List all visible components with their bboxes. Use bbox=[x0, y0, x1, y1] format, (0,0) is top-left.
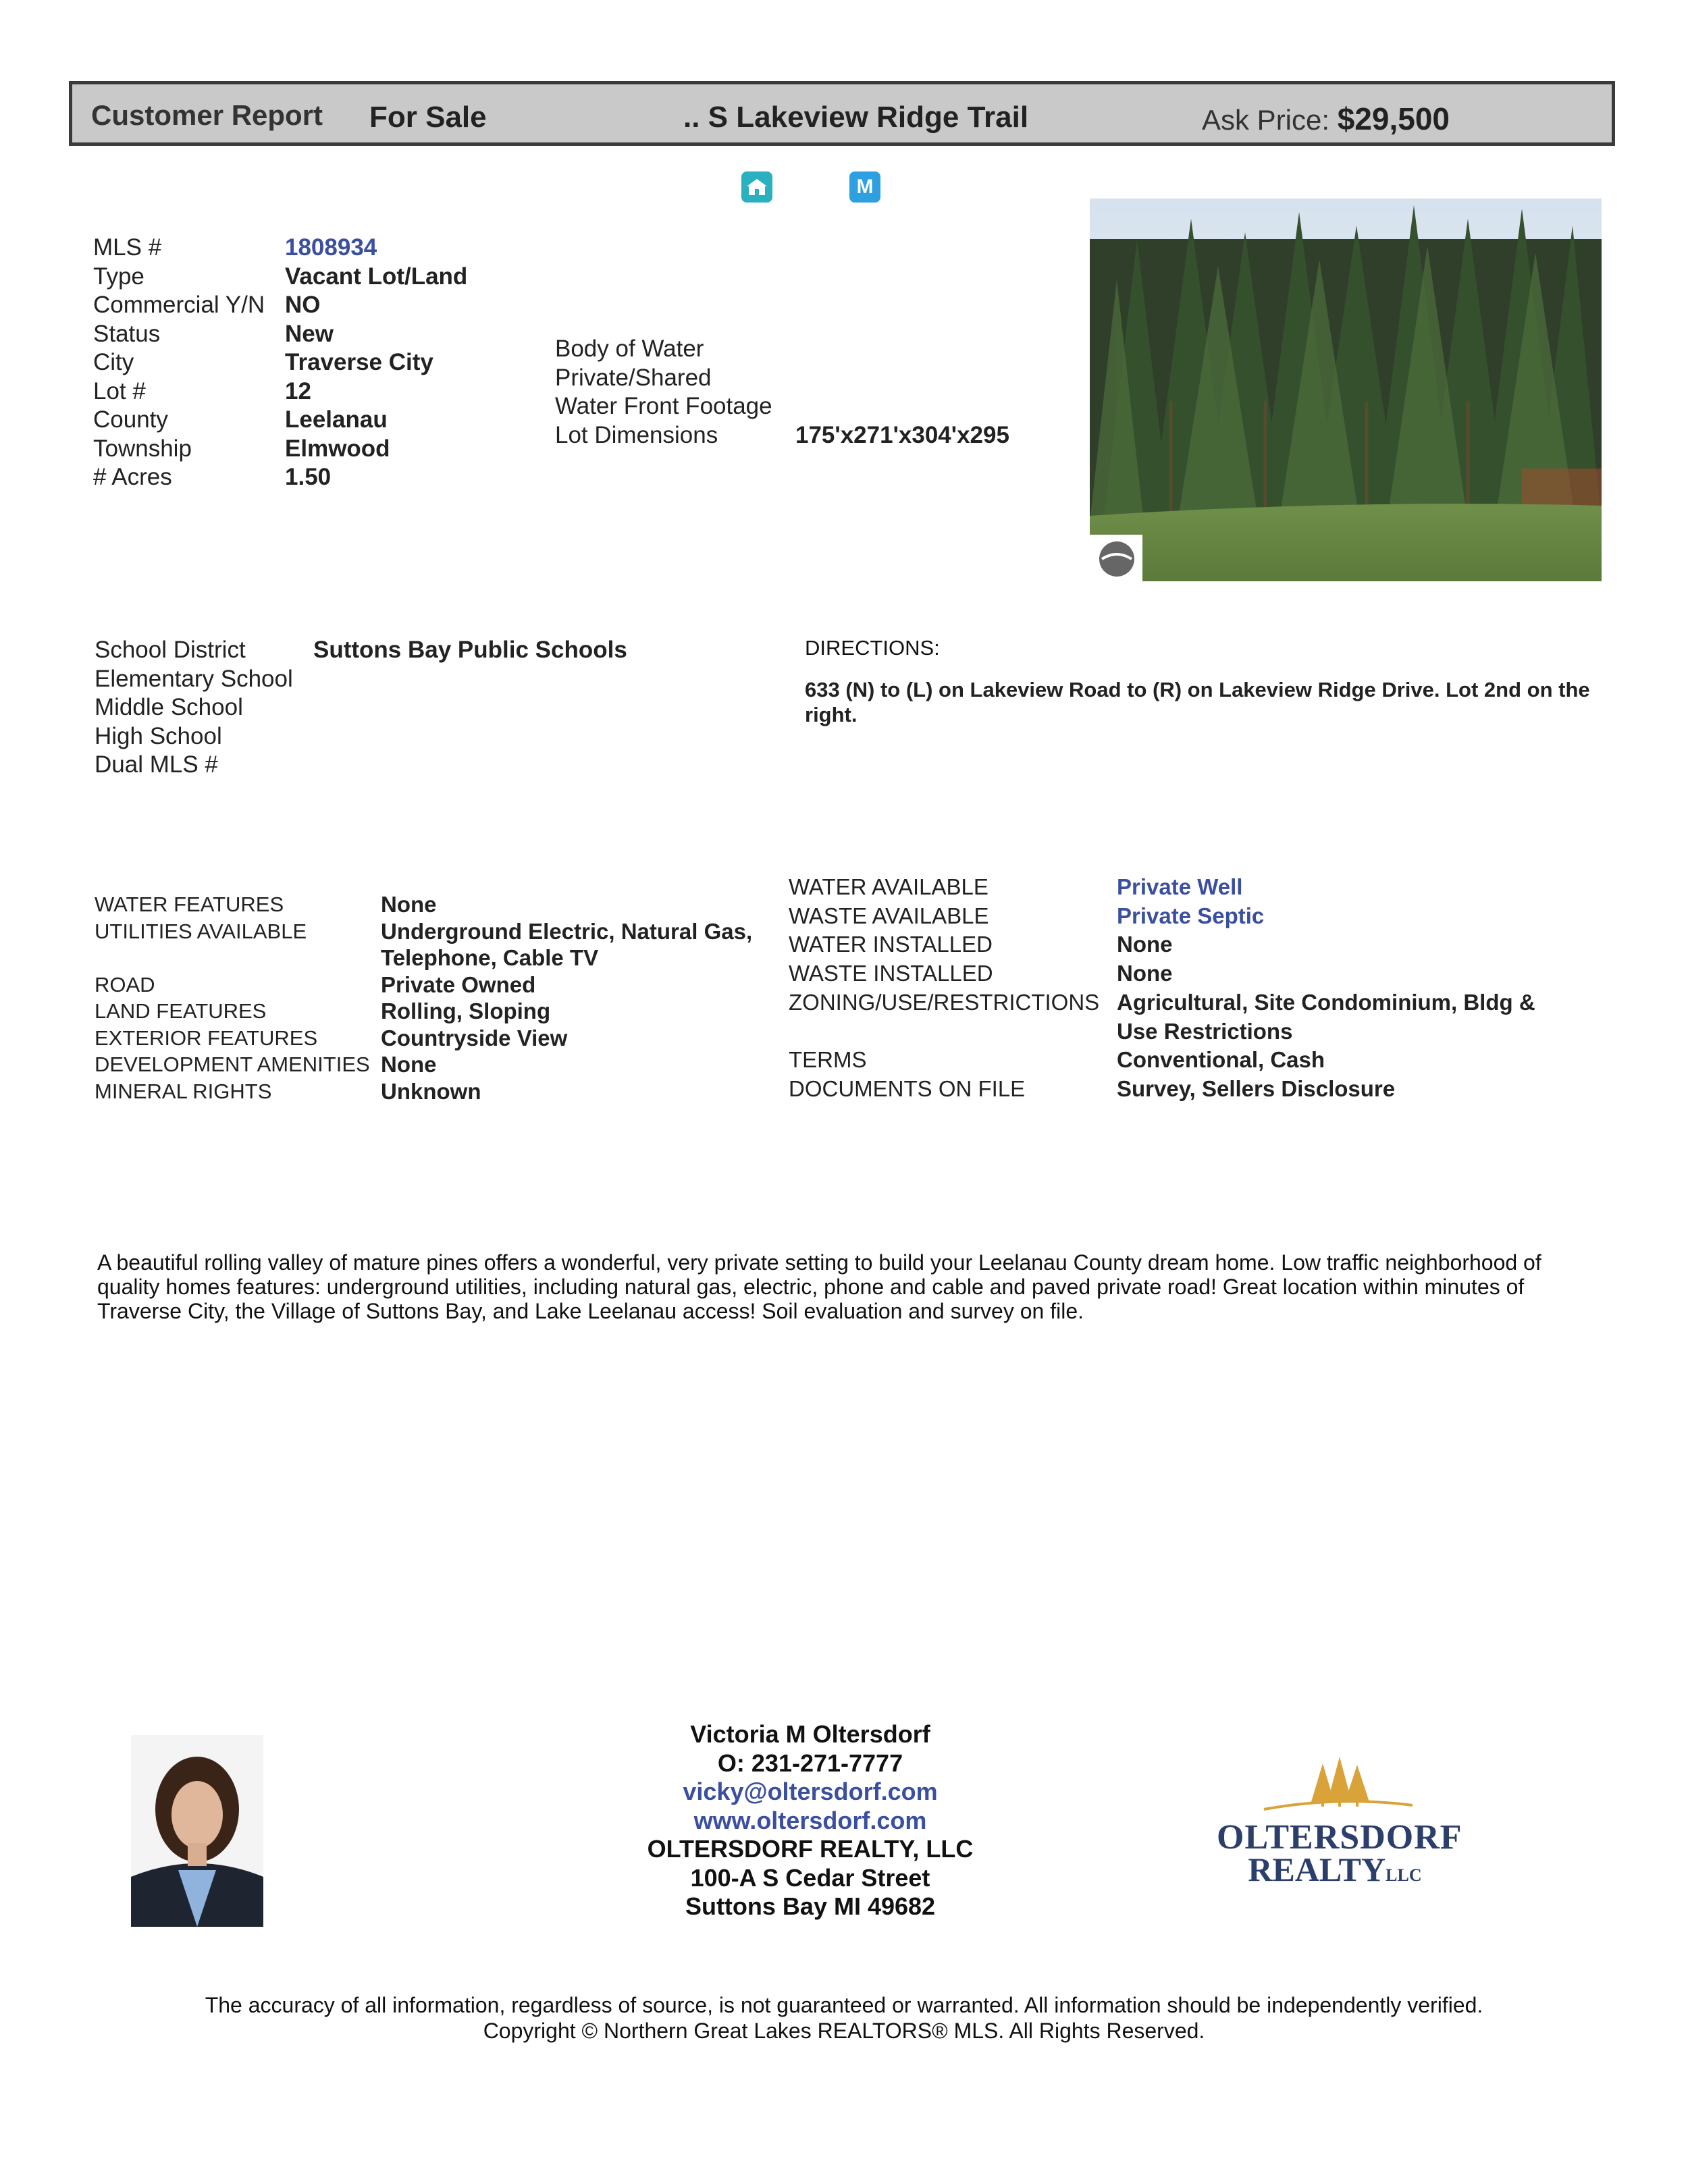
property-photo[interactable] bbox=[1090, 198, 1602, 581]
elementary-school-label: Elementary School bbox=[95, 665, 293, 692]
zoning-label: ZONING/USE/RESTRICTIONS bbox=[789, 989, 1100, 1015]
waste-available-value[interactable]: Private Septic bbox=[1117, 903, 1265, 928]
water-features-label: WATER FEATURES bbox=[95, 893, 284, 916]
mls-number-link[interactable]: 1808934 bbox=[285, 234, 377, 261]
legal-disclaimer: The accuracy of all information, regardless of source, is not guaranteed or warranted. All information should be independently verified. Copyright © Northern Great Lakes REALTORS® MLS. All Rights Reserved. bbox=[205, 1993, 1483, 2043]
acres-label: # Acres bbox=[93, 464, 172, 490]
listing-status-label: For Sale bbox=[369, 101, 487, 134]
development-amenities-label: DEVELOPMENT AMENITIES bbox=[95, 1053, 370, 1076]
body-of-water-label: Body of Water bbox=[555, 336, 704, 362]
directions-text: 633 (N) to (L) on Lakeview Road to (R) on Lakeview Ridge Drive. Lot 2nd on the right. bbox=[805, 678, 1590, 726]
listing-details bbox=[93, 234, 467, 492]
listing-address: .. S Lakeview Ridge Trail bbox=[683, 101, 1029, 134]
logo-line1: OLTERSDORF bbox=[1217, 1818, 1462, 1857]
commercial-value: NO bbox=[285, 292, 321, 318]
ask-price-group bbox=[1202, 101, 1450, 137]
logo-line2: REALTY bbox=[1248, 1850, 1386, 1888]
company-logo bbox=[1217, 1751, 1462, 1888]
waste-installed-label: WASTE INSTALLED bbox=[789, 961, 993, 986]
agent-company: OLTERSDORF REALTY, LLC bbox=[647, 1835, 974, 1863]
county-value: Leelanau bbox=[285, 406, 388, 433]
type-label: Type bbox=[93, 263, 144, 290]
mineral-rights-value: Unknown bbox=[381, 1078, 481, 1104]
utilities-label: UTILITIES AVAILABLE bbox=[95, 919, 307, 943]
logo-suffix: LLC bbox=[1386, 1865, 1422, 1885]
water-installed-label: WATER INSTALLED bbox=[789, 932, 993, 957]
dual-mls-label: Dual MLS # bbox=[95, 751, 218, 778]
school-details bbox=[95, 636, 627, 780]
agent-street: 100-A S Cedar Street bbox=[690, 1863, 930, 1892]
lot-dimensions-label: Lot Dimensions bbox=[555, 421, 718, 448]
utilities-value-line2: Telephone, Cable TV bbox=[381, 945, 599, 970]
land-features-value: Rolling, Sloping bbox=[381, 998, 551, 1023]
water-details bbox=[555, 335, 1009, 450]
waste-installed-value: None bbox=[1117, 961, 1173, 986]
road-label: ROAD bbox=[95, 972, 155, 996]
city-label: City bbox=[93, 349, 134, 375]
school-district-value: Suttons Bay Public Schools bbox=[313, 637, 627, 663]
property-remarks: A beautiful rolling valley of mature pines offers a wonderful, very private setting to build your Leelanau County dream home. Low traffic neighborhood of quality homes features: underground utilities, including natural gas, electric, phone and cable and paved private road! Great location within minutes of Traverse City, the Village of Suttons Bay, and Lake Leelanau access! Soil evaluation and survey on file. bbox=[97, 1250, 1541, 1323]
mls-label: MLS # bbox=[93, 234, 162, 261]
waste-available-label: WASTE AVAILABLE bbox=[789, 903, 989, 928]
report-label: Customer Report bbox=[91, 99, 323, 131]
high-school-label: High School bbox=[95, 722, 222, 749]
documents-on-file-value: Survey, Sellers Disclosure bbox=[1117, 1075, 1396, 1101]
development-amenities-value: None bbox=[381, 1052, 437, 1077]
map-m-icon[interactable]: M bbox=[849, 171, 880, 203]
agent-email-link[interactable]: vicky@oltersdorf.com bbox=[683, 1778, 938, 1805]
exterior-features-label: EXTERIOR FEATURES bbox=[95, 1026, 318, 1050]
township-label: Township bbox=[93, 435, 192, 462]
ask-price-label: Ask Price: bbox=[1202, 104, 1330, 136]
exterior-features-value: Countryside View bbox=[381, 1025, 568, 1050]
water-features-value: None bbox=[381, 892, 437, 917]
agent-photo bbox=[131, 1735, 263, 1927]
school-district-label: School District bbox=[95, 637, 246, 663]
terms-value: Conventional, Cash bbox=[1117, 1047, 1325, 1073]
pine-trees-icon bbox=[1257, 1751, 1419, 1812]
mineral-rights-label: MINERAL RIGHTS bbox=[95, 1079, 272, 1103]
agent-website-link[interactable]: www.oltersdorf.com bbox=[693, 1806, 927, 1834]
water-available-label: WATER AVAILABLE bbox=[789, 874, 988, 899]
commercial-label: Commercial Y/N bbox=[93, 292, 265, 318]
agent-contact bbox=[574, 1720, 1047, 1921]
features-right bbox=[789, 873, 1535, 1104]
township-value: Elmwood bbox=[285, 435, 390, 462]
agent-phone: O: 231-271-7777 bbox=[717, 1749, 903, 1777]
water-front-footage-label: Water Front Footage bbox=[555, 393, 772, 419]
type-value: Vacant Lot/Land bbox=[285, 263, 468, 290]
documents-on-file-label: DOCUMENTS ON FILE bbox=[789, 1075, 1026, 1101]
acres-value: 1.50 bbox=[285, 464, 332, 490]
lot-label: Lot # bbox=[93, 377, 146, 404]
lot-value: 12 bbox=[285, 377, 311, 404]
city-value: Traverse City bbox=[285, 349, 433, 375]
middle-school-label: Middle School bbox=[95, 694, 243, 720]
status-value: New bbox=[285, 320, 334, 347]
agent-city: Suttons Bay MI 49682 bbox=[685, 1892, 936, 1920]
lot-dimensions-value: 175'x271'x304'x295 bbox=[795, 421, 1009, 448]
county-label: County bbox=[93, 406, 168, 433]
house-icon[interactable] bbox=[741, 171, 772, 203]
road-value: Private Owned bbox=[381, 971, 536, 997]
report-header-bar bbox=[69, 81, 1615, 146]
terms-label: TERMS bbox=[789, 1047, 867, 1073]
agent-name: Victoria M Oltersdorf bbox=[690, 1720, 930, 1748]
directions-label: DIRECTIONS: bbox=[805, 636, 940, 660]
water-installed-value: None bbox=[1117, 932, 1173, 957]
private-shared-label: Private/Shared bbox=[555, 364, 712, 391]
logo-line2-group bbox=[1217, 1850, 1453, 1889]
status-label: Status bbox=[93, 320, 161, 347]
land-features-label: LAND FEATURES bbox=[95, 999, 267, 1023]
zoning-value-line1: Agricultural, Site Condominium, Bldg & bbox=[1117, 989, 1535, 1015]
features-left bbox=[95, 891, 752, 1104]
water-available-value[interactable]: Private Well bbox=[1117, 874, 1243, 899]
utilities-value-line1: Underground Electric, Natural Gas, bbox=[381, 918, 753, 944]
zoning-value-line2: Use Restrictions bbox=[1117, 1018, 1293, 1044]
ask-price-value: $29,500 bbox=[1337, 101, 1450, 136]
